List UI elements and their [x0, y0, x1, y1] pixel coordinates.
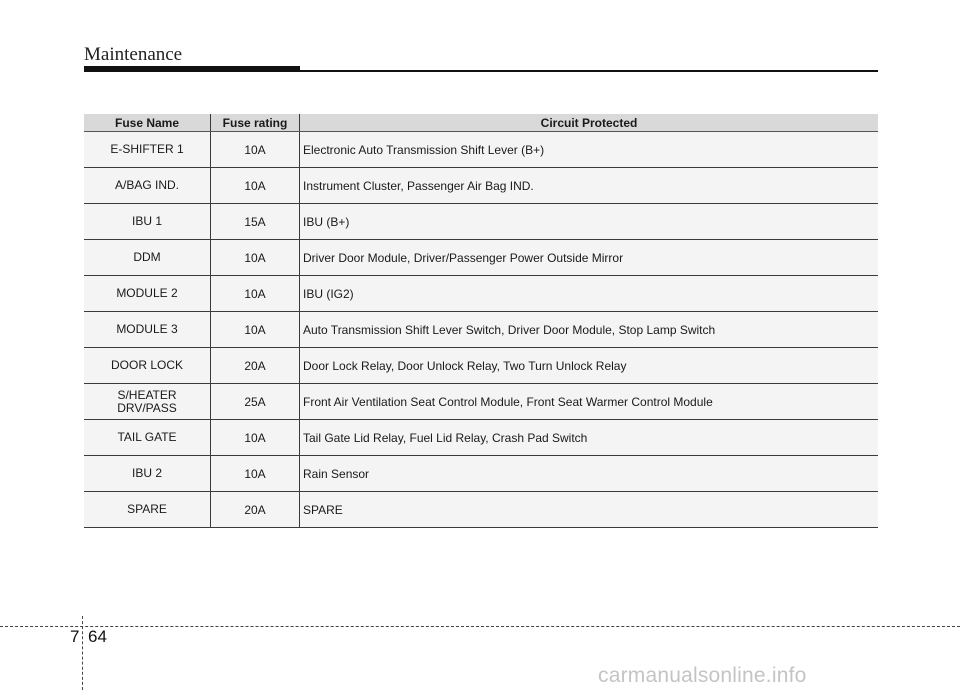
column-header-fuse-rating: Fuse rating [211, 114, 300, 132]
table-row [84, 312, 878, 348]
table-row [84, 168, 878, 204]
fuse-rating-cell: 10A [211, 168, 300, 204]
circuit-protected-cell: Tail Gate Lid Relay, Fuel Lid Relay, Crash Pad Switch [300, 420, 879, 456]
watermark-text: carmanualsonline.info [598, 664, 807, 687]
fuse-name-cell [84, 240, 211, 276]
circuit-protected-cell: Electronic Auto Transmission Shift Lever (B+) [300, 132, 879, 168]
fuse-table-body [84, 132, 878, 528]
fuse-name-cell [84, 204, 211, 240]
fuse-table [84, 114, 878, 528]
fuse-name-cell [84, 492, 211, 528]
fuse-rating-cell: 10A [211, 276, 300, 312]
fuse-rating-cell: 10A [211, 132, 300, 168]
circuit-protected-cell: Rain Sensor [300, 456, 879, 492]
circuit-protected-cell: SPARE [300, 492, 879, 528]
fuse-name-cell [84, 456, 211, 492]
table-row [84, 348, 878, 384]
circuit-protected-cell: IBU (B+) [300, 204, 879, 240]
fuse-name-text: MODULE 3 [116, 322, 178, 336]
footer-divider [0, 626, 960, 627]
circuit-protected-cell: Instrument Cluster, Passenger Air Bag IND. [300, 168, 879, 204]
footer-vertical-divider [82, 616, 83, 690]
circuit-protected-cell: IBU (IG2) [300, 276, 879, 312]
circuit-protected-cell: Front Air Ventilation Seat Control Module, Front Seat Warmer Control Module [300, 384, 879, 420]
fuse-name-cell [84, 168, 211, 204]
fuse-rating-cell: 15A [211, 204, 300, 240]
header-rule-thin [84, 70, 878, 72]
chapter-number: 7 [70, 627, 80, 646]
fuse-rating-cell: 10A [211, 420, 300, 456]
fuse-name-text: SPARE [127, 502, 167, 516]
fuse-name-text: IBU 2 [131, 466, 162, 480]
fuse-name-text: DDM [133, 250, 161, 264]
table-row [84, 492, 878, 528]
fuse-name-cell [84, 420, 211, 456]
table-row [84, 420, 878, 456]
fuse-rating-cell: 20A [211, 348, 300, 384]
page-header-title: Maintenance [84, 44, 183, 65]
page-number: 64 [88, 627, 107, 646]
fuse-rating-cell: 10A [211, 312, 300, 348]
fuse-rating-cell: 10A [211, 240, 300, 276]
circuit-protected-cell: Door Lock Relay, Door Unlock Relay, Two Turn Unlock Relay [300, 348, 879, 384]
fuse-name-text: DRV/PASS [117, 400, 177, 415]
circuit-protected-cell: Auto Transmission Shift Lever Switch, Driver Door Module, Stop Lamp Switch [300, 312, 879, 348]
table-row [84, 204, 878, 240]
table-header-row [84, 114, 878, 132]
fuse-name-cell [84, 276, 211, 312]
table-row [84, 456, 878, 492]
fuse-name-text: MODULE 2 [116, 286, 178, 300]
table-row [84, 132, 878, 168]
column-header-fuse-name: Fuse Name [84, 114, 211, 132]
fuse-name-text: IBU 1 [131, 214, 162, 228]
fuse-rating-cell: 25A [211, 384, 300, 420]
fuse-name-text: A/BAG IND. [114, 178, 179, 192]
fuse-name-text: E-SHIFTER 1 [110, 142, 184, 156]
fuse-rating-cell: 20A [211, 492, 300, 528]
fuse-name-text: TAIL GATE [117, 430, 177, 444]
fuse-name-cell [84, 384, 211, 420]
table-row [84, 240, 878, 276]
table-row [84, 276, 878, 312]
table-row [84, 384, 878, 420]
fuse-name-text: S/HEATER [117, 387, 177, 402]
circuit-protected-cell: Driver Door Module, Driver/Passenger Power Outside Mirror [300, 240, 879, 276]
fuse-name-cell [84, 348, 211, 384]
fuse-rating-cell: 10A [211, 456, 300, 492]
column-header-circuit-protected: Circuit Protected [300, 114, 879, 132]
fuse-name-cell [84, 132, 211, 168]
fuse-name-text: DOOR LOCK [110, 358, 183, 372]
fuse-name-cell [84, 312, 211, 348]
